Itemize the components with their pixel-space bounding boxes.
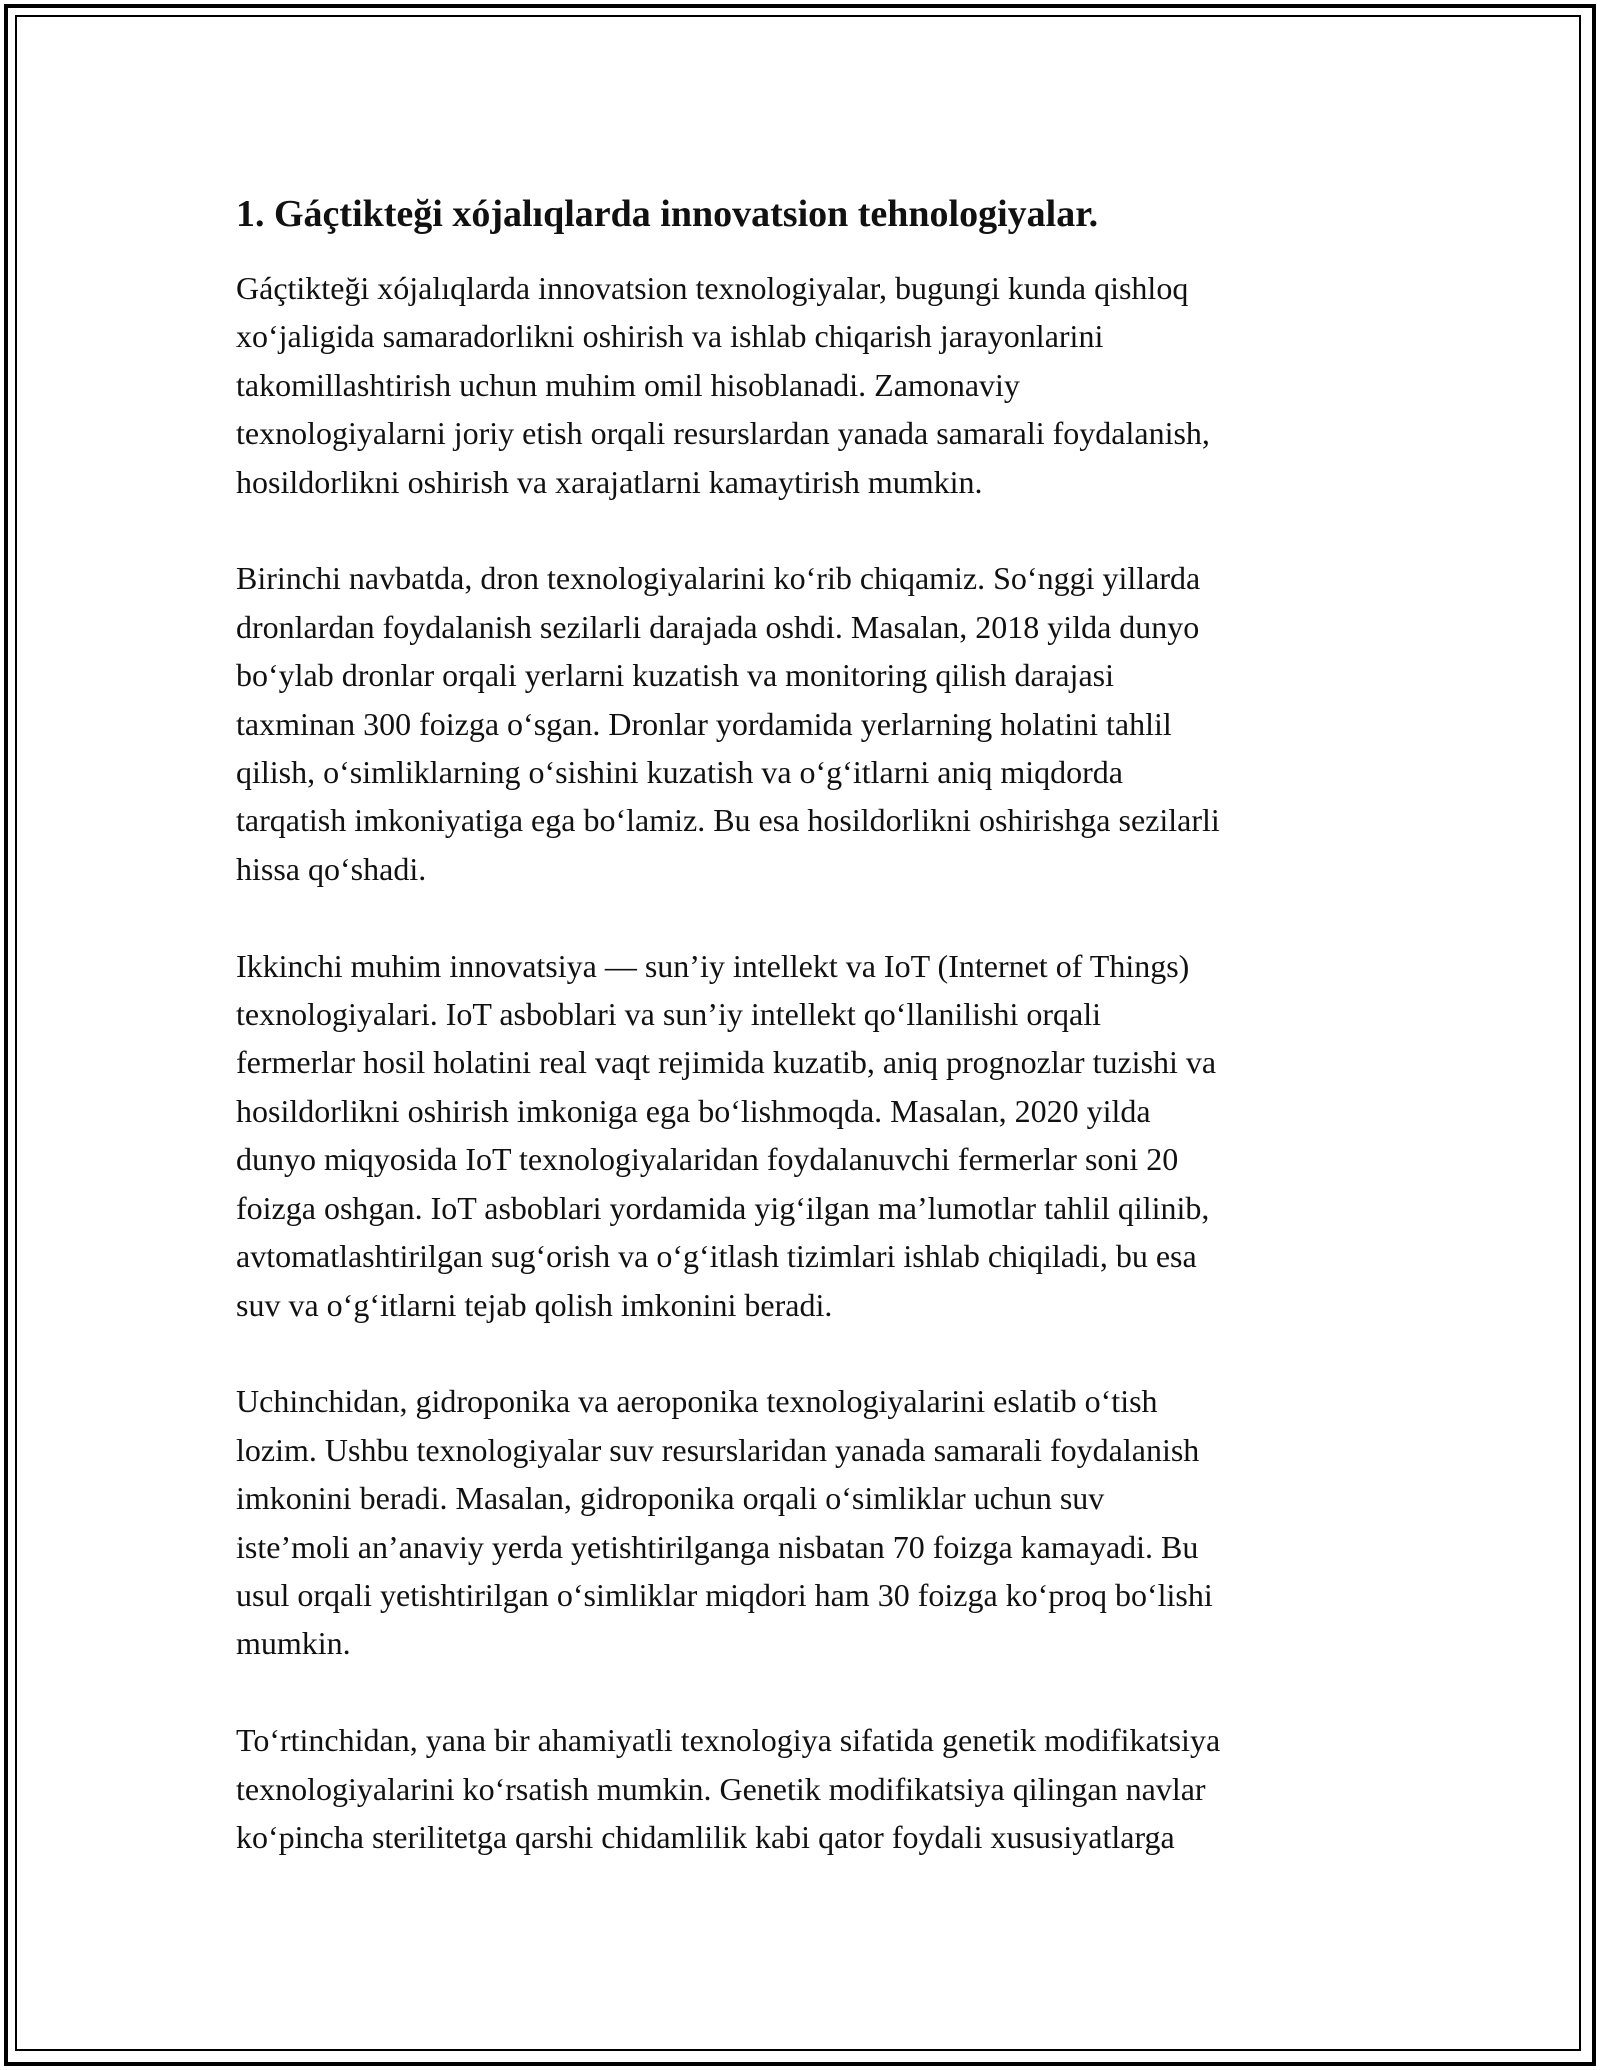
text-line: foizga oshgan. IoT asboblari yordamida yig‘ilgan ma’lumotlar tahlil qilinib, <box>236 1189 1210 1226</box>
paragraph-drones <box>236 554 1376 893</box>
text-line: hissa qo‘shadi. <box>236 850 427 887</box>
document-title: 1. Gáçtikteği xójalıqlarda innovatsion tehnologiyalar. <box>236 193 1099 235</box>
paragraph-intro <box>236 264 1376 506</box>
document-body <box>236 190 1376 1910</box>
paragraph-ai-iot <box>236 942 1376 1329</box>
text-line: dronlardan foydalanish sezilarli darajada oshdi. Masalan, 2018 yilda dunyo <box>236 608 1200 645</box>
text-line: mumkin. <box>236 1625 351 1662</box>
text-line: hosildorlikni oshirish imkoniga ega bo‘lishmoqda. Masalan, 2020 yilda <box>236 1092 1151 1129</box>
text-line: qilish, o‘simliklarning o‘sishini kuzatish va o‘g‘itlarni aniq miqdorda <box>236 754 1123 791</box>
text-line: texnologiyalari. IoT asboblari va sun’iy intellekt qo‘llanilishi orqali <box>236 996 1101 1033</box>
text-line: lozim. Ushbu texnologiyalar suv resurslaridan yanada samarali foydalanish <box>236 1431 1200 1468</box>
text-line: Ikkinchi muhim innovatsiya — sun’iy intellekt va IoT (Internet of Things) <box>236 947 1190 984</box>
text-line: iste’moli an’anaviy yerda yetishtirilganga nisbatan 70 foizga kamayadi. Bu <box>236 1528 1199 1565</box>
text-line: bo‘ylab dronlar orqali yerlarni kuzatish va monitoring qilish darajasi <box>236 657 1114 694</box>
paragraph-hydroponics <box>236 1377 1376 1667</box>
text-line: imkonini beradi. Masalan, gidroponika orqali o‘simliklar uchun suv <box>236 1480 1105 1517</box>
text-line: To‘rtinchidan, yana bir ahamiyatli texnologiya sifatida genetik modifikatsiya <box>236 1722 1221 1759</box>
text-line: xo‘jaligida samaradorlikni oshirish va ishlab chiqarish jarayonlarini <box>236 318 1104 355</box>
text-line: ko‘pincha sterilitetga qarshi chidamlilik kabi qator foydali xususiyatlarga <box>236 1818 1175 1855</box>
text-line: avtomatlashtirilgan sug‘orish va o‘g‘itlash tizimlari ishlab chiqiladi, bu esa <box>236 1238 1197 1275</box>
text-line: fermerlar hosil holatini real vaqt rejimida kuzatib, aniq prognozlar tuzishi va <box>236 1044 1217 1081</box>
text-line: texnologiyalarni joriy etish orqali resurslardan yanada samarali foydalanish, <box>236 415 1210 452</box>
text-line: Birinchi navbatda, dron texnologiyalarini ko‘rib chiqamiz. So‘nggi yillarda <box>236 560 1201 597</box>
text-line: Gáçtikteği xójalıqlarda innovatsion texnologiyalar, bugungi kunda qishloq <box>236 270 1189 306</box>
paragraph-genetic <box>236 1716 1376 1861</box>
text-line: hosildorlikni oshirish va xarajatlarni kamaytirish mumkin. <box>236 463 983 500</box>
text-line: dunyo miqyosida IoT texnologiyalaridan foydalanuvchi fermerlar soni 20 <box>236 1141 1179 1178</box>
text-line: taxminan 300 foizga o‘sgan. Dronlar yordamida yerlarning holatini tahlil <box>236 705 1172 742</box>
text-line: Uchinchidan, gidroponika va aeroponika texnologiyalarini eslatib o‘tish <box>236 1383 1158 1420</box>
text-line: takomillashtirish uchun muhim omil hisoblanadi. Zamonaviy <box>236 366 1020 403</box>
text-line: texnologiyalarini ko‘rsatish mumkin. Genetik modifikatsiya qilingan navlar <box>236 1770 1206 1807</box>
text-line: suv va o‘g‘itlarni tejab qolish imkonini beradi. <box>236 1286 833 1323</box>
text-line: tarqatish imkoniyatiga ega bo‘lamiz. Bu esa hosildorlikni oshirishga sezilarli <box>236 802 1220 839</box>
text-line: usul orqali yetishtirilgan o‘simliklar miqdori ham 30 foizga ko‘proq bo‘lishi <box>236 1576 1213 1613</box>
